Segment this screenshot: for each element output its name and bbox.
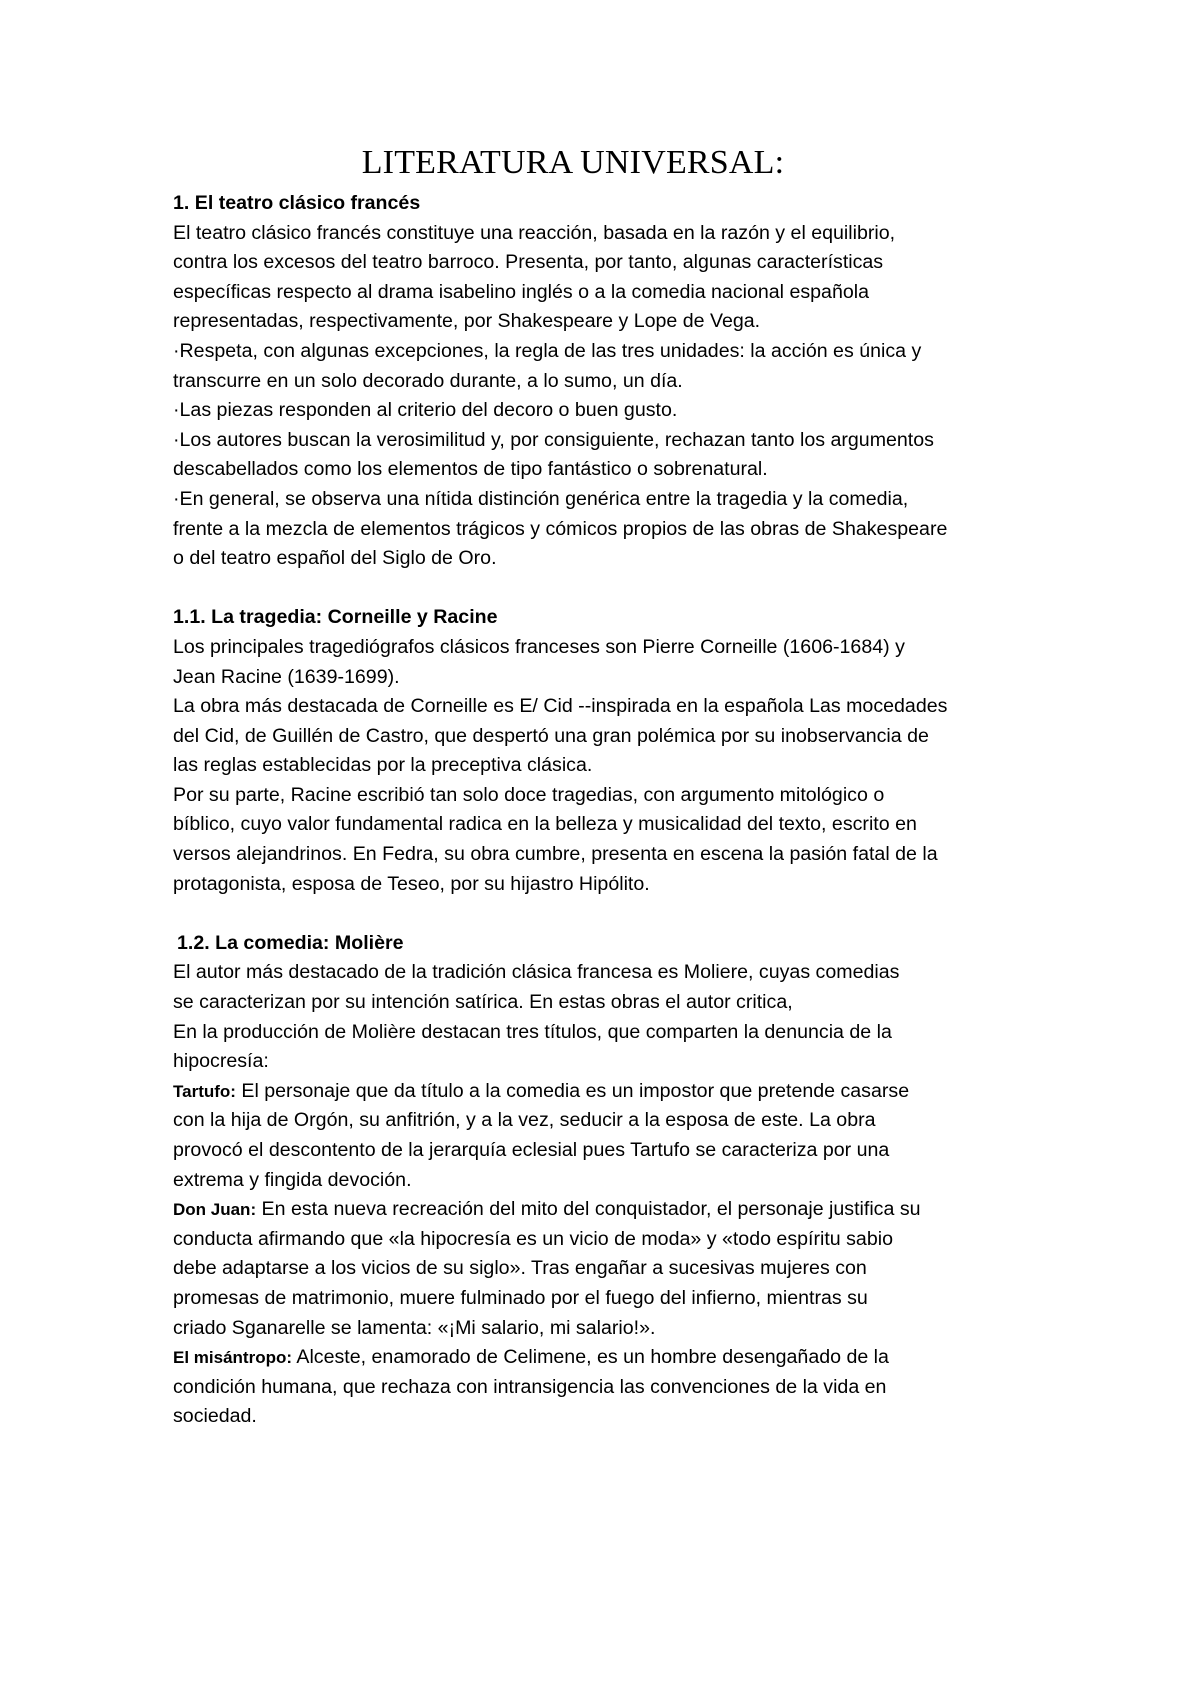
- work-title-misantropo: El misántropo:: [173, 1348, 293, 1368]
- text-line: [173, 1077, 1053, 1107]
- text-line: debe adaptarse a los vicios de su siglo». Tras engañar a sucesivas mujeres con: [173, 1257, 867, 1280]
- work-title-tartufo: Tartufo:: [173, 1081, 236, 1101]
- inline-text: El personaje que da título a la comedia es un impostor que pretende casarse: [235, 1079, 910, 1102]
- text-line: Por su parte, Racine escribió tan solo doce tragedias, con argumento mitológico o: [173, 783, 885, 806]
- text-line: Jean Racine (1639-1699).: [173, 665, 400, 688]
- text-line: del Cid, de Guillén de Castro, que despertó una gran polémica por su inobservancia de: [173, 724, 929, 747]
- text-line: versos alejandrinos. En Fedra, su obra cumbre, presenta en escena la pasión fatal de la: [173, 843, 938, 866]
- inline-text: En esta nueva recreación del mito del conquistador, el personaje justifica su: [256, 1198, 921, 1221]
- text-line: provocó el descontento de la jerarquía eclesial pues Tartufo se caracteriza por una: [173, 1139, 890, 1161]
- text-line: [173, 1195, 1053, 1225]
- paragraph-spacer: [173, 899, 1053, 929]
- text-line: El autor más destacado de la tradición clásica francesa es Moliere, cuyas comedias: [173, 961, 900, 984]
- text-line: ·Respeta, con algunas excepciones, la regla de las tres unidades: la acción es única y: [173, 339, 922, 362]
- document-title: LITERATURA UNIVERSAL:: [361, 144, 785, 181]
- text-line: se caracterizan por su intención satírica. En estas obras el autor critica,: [173, 991, 793, 1014]
- text-line: las reglas establecidas por la preceptiva clásica.: [173, 754, 593, 777]
- paragraph-spacer: [173, 574, 1053, 604]
- text-line: con la hija de Orgón, su anfitrión, y a la vez, seducir a la esposa de este. La obra: [173, 1109, 876, 1132]
- text-line: contra los excesos del teatro barroco. Presenta, por tanto, algunas características: [173, 251, 884, 274]
- text-line: representadas, respectivamente, por Shakespeare y Lope de Vega.: [173, 310, 761, 333]
- text-line: conducta afirmando que «la hipocresía es un vicio de moda» y «todo espíritu sabio: [173, 1227, 893, 1250]
- text-line: [173, 1343, 1053, 1373]
- text-line: La obra más destacada de Corneille es E/ Cid --inspirada en la española Las mocedades: [173, 695, 948, 718]
- text-line: o del teatro español del Siglo de Oro.: [173, 547, 497, 570]
- section-heading: 1.1. La tragedia: Corneille y Racine: [173, 606, 498, 629]
- text-line: El teatro clásico francés constituye una reacción, basada en la razón y el equilibrio,: [173, 221, 896, 244]
- text-line: hipocresía:: [173, 1050, 269, 1073]
- text-line: protagonista, esposa de Teseo, por su hijastro Hipólito.: [173, 872, 650, 895]
- work-title-don-juan: Don Juan:: [173, 1200, 257, 1220]
- text-line: específicas respecto al drama isabelino inglés o a la comedia nacional española: [173, 280, 869, 303]
- text-line: En la producción de Molière destacan tres títulos, que comparten la denuncia de la: [173, 1020, 892, 1043]
- text-line: frente a la mezcla de elementos trágicos y cómicos propios de las obras de Shakespeare: [173, 517, 948, 540]
- text-line: condición humana, que rechaza con intransigencia las convenciones de la vida en: [173, 1375, 887, 1398]
- text-line: sociedad.: [173, 1405, 257, 1428]
- text-line: Los principales tragediógrafos clásicos franceses son Pierre Corneille (1606-1684) y: [173, 635, 905, 658]
- text-line: ·Las piezas responden al criterio del decoro o buen gusto.: [173, 399, 678, 422]
- text-line: transcurre en un solo decorado durante, a lo sumo, un día.: [173, 369, 683, 392]
- text-line: bíblico, cuyo valor fundamental radica en la belleza y musicalidad del texto, escrito en: [173, 813, 917, 836]
- text-line: extrema y fingida devoción.: [173, 1168, 412, 1191]
- text-line: promesas de matrimonio, muere fulminado por el fuego del infierno, mientras su: [173, 1286, 868, 1309]
- text-line: descabellados como los elementos de tipo fantástico o sobrenatural.: [173, 458, 768, 481]
- inline-text: Alceste, enamorado de Celimene, es un hombre desengañado de la: [292, 1346, 889, 1369]
- section-heading: 1.2. La comedia: Molière: [177, 931, 404, 954]
- text-line: criado Sganarelle se lamenta: «¡Mi salario, mi salario!».: [173, 1316, 656, 1339]
- section-heading: 1. El teatro clásico francés: [173, 192, 421, 214]
- text-line: ·Los autores buscan la verosimilitud y, por consiguiente, rechazan tanto los argumentos: [173, 428, 934, 451]
- text-line: ·En general, se observa una nítida distinción genérica entre la tragedia y la comedia,: [173, 487, 909, 510]
- document-body: [173, 140, 1053, 1432]
